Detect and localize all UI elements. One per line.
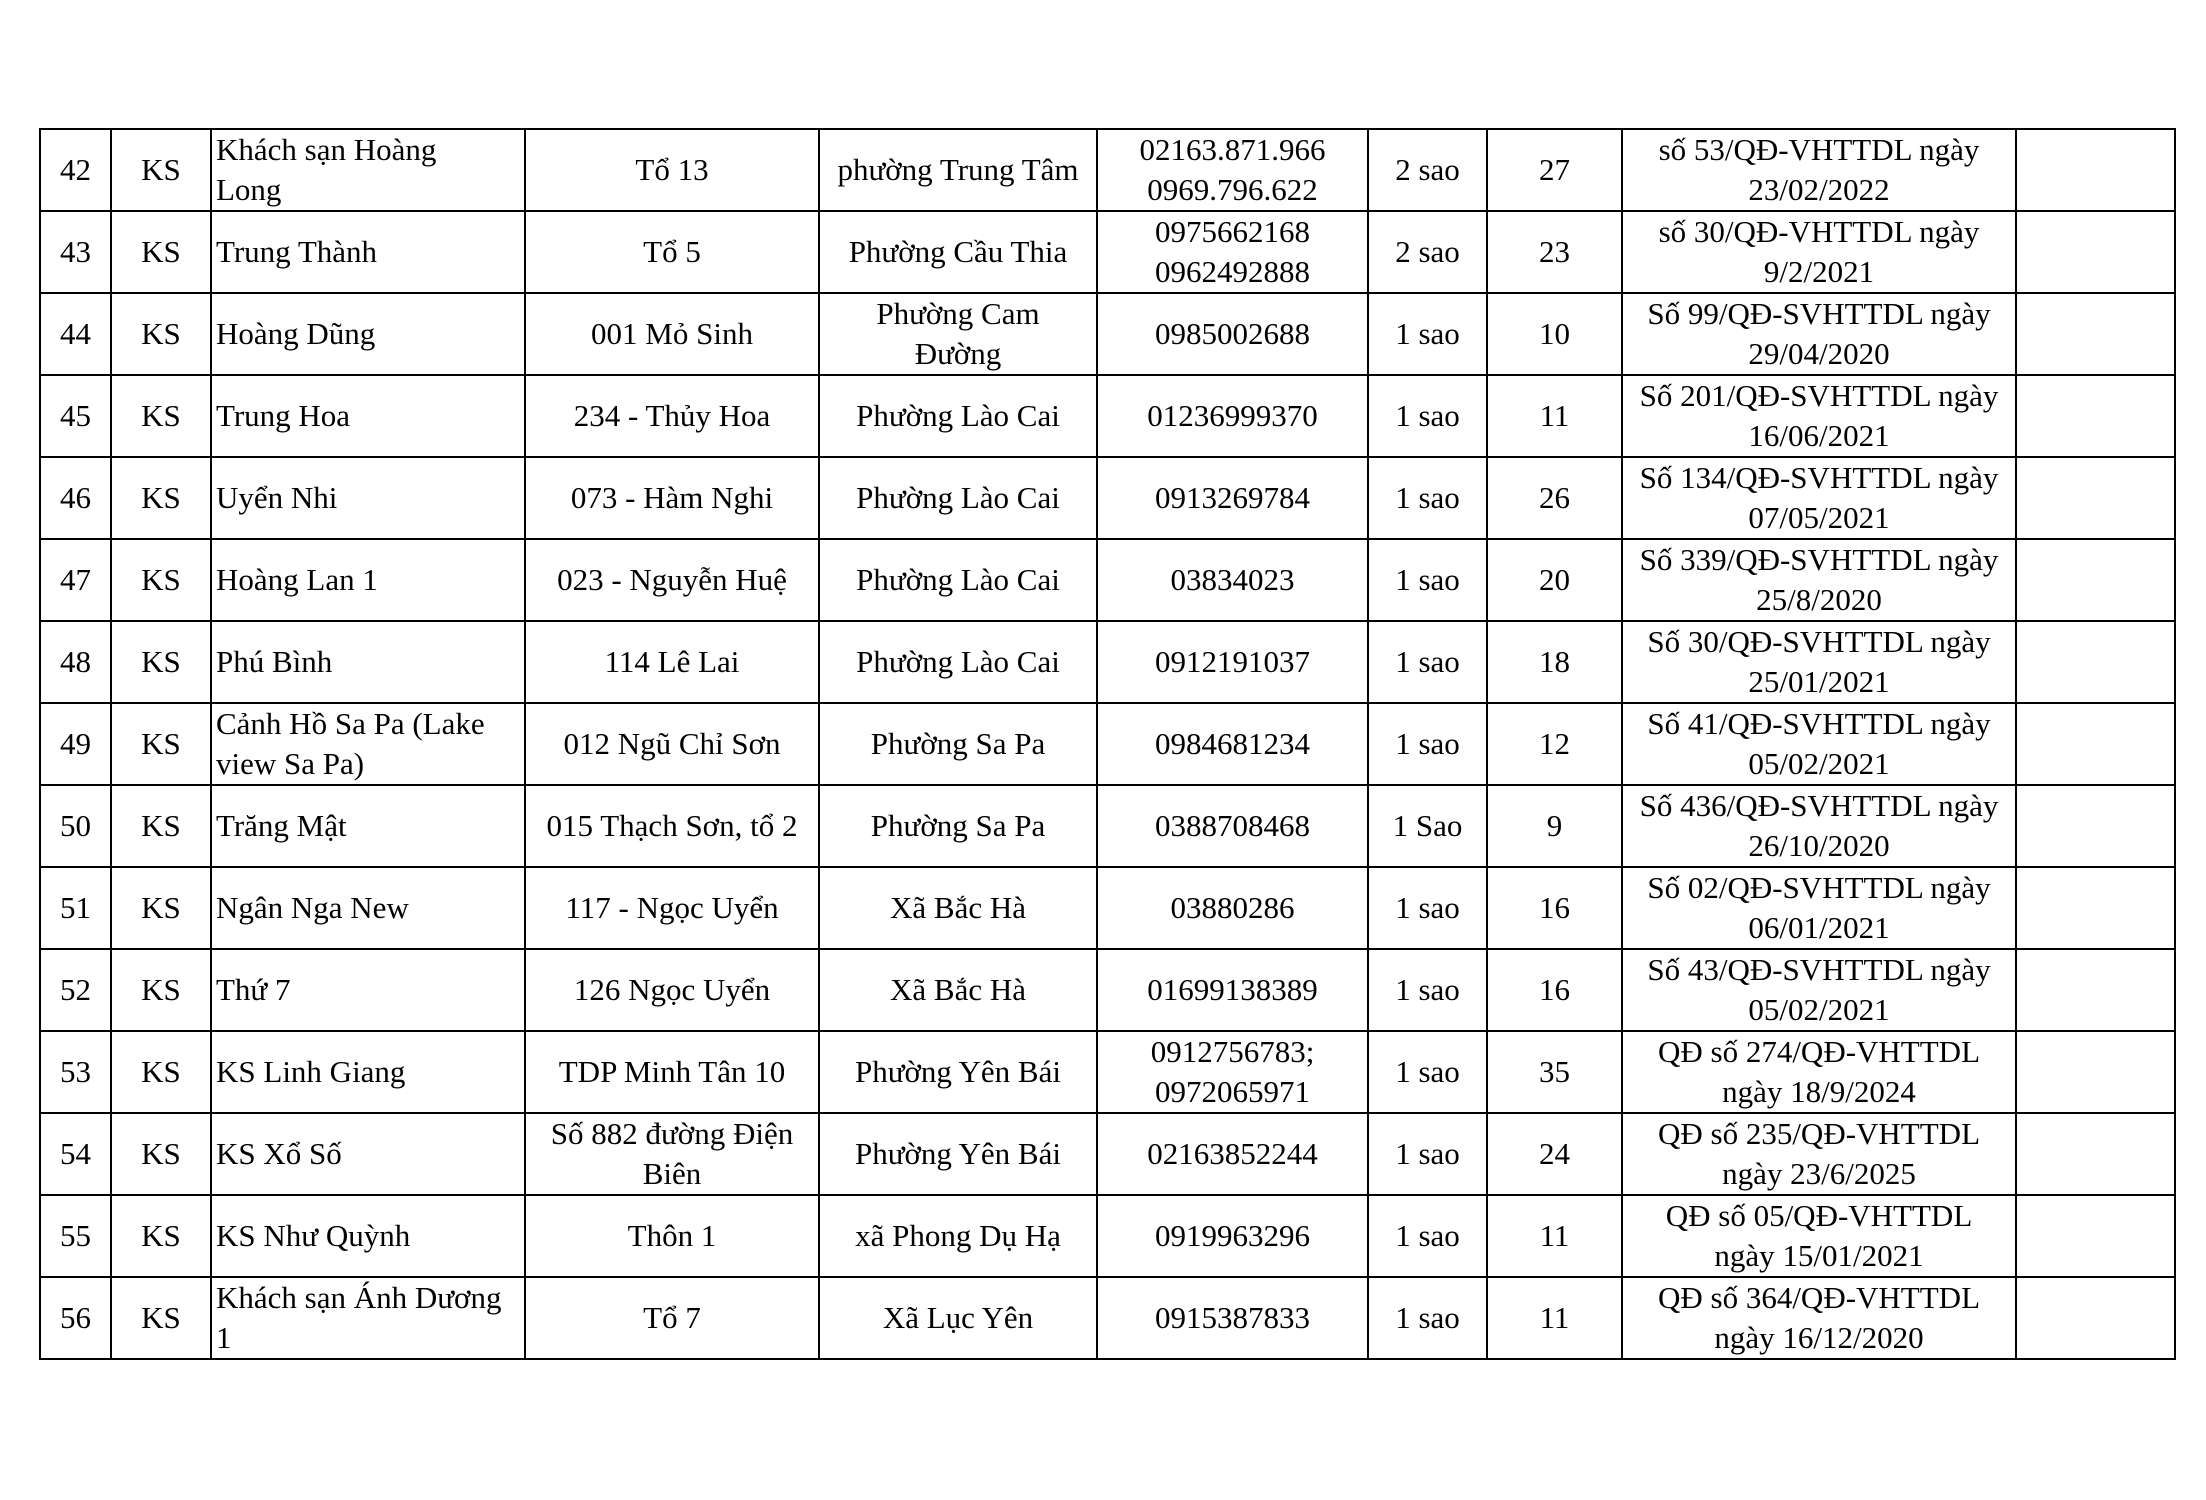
address-line: 012 Ngũ Chỉ Sơn xyxy=(563,726,781,761)
rooms-cell: 35 xyxy=(1487,1031,1622,1113)
phone-line: 0915387833 xyxy=(1155,1300,1310,1335)
decision-line: 9/2/2021 xyxy=(1763,254,1875,289)
note-cell xyxy=(2016,1195,2175,1277)
decision-line: Số 99/QĐ-SVHTTDL ngày xyxy=(1647,296,1991,331)
row-number-cell: 55 xyxy=(40,1195,111,1277)
note-cell xyxy=(2016,457,2175,539)
row-number-cell: 53 xyxy=(40,1031,111,1113)
ward-cell xyxy=(819,703,1097,785)
decision-cell xyxy=(1622,785,2016,867)
table-row xyxy=(40,621,2175,703)
phone-cell xyxy=(1097,1031,1368,1113)
rank-cell: 1 sao xyxy=(1368,949,1487,1031)
type-cell: KS xyxy=(111,293,211,375)
phone-line: 02163852244 xyxy=(1147,1136,1318,1171)
ward-line: phường Trung Tâm xyxy=(837,152,1079,187)
phone-line: 01236999370 xyxy=(1147,398,1318,433)
address-line: 117 - Ngọc Uyển xyxy=(565,890,779,925)
decision-cell xyxy=(1622,457,2016,539)
row-number-cell: 54 xyxy=(40,1113,111,1195)
decision-line: 16/06/2021 xyxy=(1748,418,1890,453)
decision-cell xyxy=(1622,867,2016,949)
decision-line: ngày 15/01/2021 xyxy=(1714,1238,1924,1273)
hotel-name-line: KS Xổ Số xyxy=(216,1136,342,1171)
rooms-cell: 26 xyxy=(1487,457,1622,539)
decision-line: Số 201/QĐ-SVHTTDL ngày xyxy=(1639,378,1999,413)
decision-line: 06/01/2021 xyxy=(1748,910,1890,945)
decision-cell xyxy=(1622,211,2016,293)
decision-cell xyxy=(1622,1031,2016,1113)
phone-cell xyxy=(1097,785,1368,867)
row-number-cell: 44 xyxy=(40,293,111,375)
ward-cell xyxy=(819,949,1097,1031)
table-row xyxy=(40,129,2175,211)
rank-cell: 1 sao xyxy=(1368,703,1487,785)
table-row xyxy=(40,867,2175,949)
row-number-cell: 42 xyxy=(40,129,111,211)
address-cell xyxy=(525,1277,819,1359)
decision-line: Số 339/QĐ-SVHTTDL ngày xyxy=(1639,542,1999,577)
rank-cell: 1 sao xyxy=(1368,457,1487,539)
decision-line: số 30/QĐ-VHTTDL ngày xyxy=(1658,214,1980,249)
ward-line: Phường Sa Pa xyxy=(870,808,1046,843)
phone-cell xyxy=(1097,539,1368,621)
table-row xyxy=(40,703,2175,785)
address-cell xyxy=(525,457,819,539)
hotel-name-cell xyxy=(211,785,525,867)
hotel-name-cell xyxy=(211,1113,525,1195)
ward-cell xyxy=(819,539,1097,621)
row-number-cell: 56 xyxy=(40,1277,111,1359)
hotel-name-cell xyxy=(211,949,525,1031)
decision-line: ngày 16/12/2020 xyxy=(1714,1320,1924,1355)
decision-line: 29/04/2020 xyxy=(1748,336,1890,371)
rank-cell: 1 sao xyxy=(1368,621,1487,703)
rooms-cell: 12 xyxy=(1487,703,1622,785)
table-body xyxy=(40,129,2175,1359)
phone-cell xyxy=(1097,375,1368,457)
ward-cell xyxy=(819,785,1097,867)
decision-line: Số 30/QĐ-SVHTTDL ngày xyxy=(1647,624,1991,659)
ward-line: Phường Lào Cai xyxy=(856,398,1060,433)
ward-cell xyxy=(819,293,1097,375)
rooms-cell: 27 xyxy=(1487,129,1622,211)
note-cell xyxy=(2016,621,2175,703)
rooms-cell: 11 xyxy=(1487,1277,1622,1359)
type-cell: KS xyxy=(111,1277,211,1359)
address-line: Tổ 5 xyxy=(643,234,701,269)
type-cell: KS xyxy=(111,621,211,703)
rooms-cell: 11 xyxy=(1487,375,1622,457)
address-line: 114 Lê Lai xyxy=(604,644,740,679)
table-row xyxy=(40,375,2175,457)
decision-cell xyxy=(1622,949,2016,1031)
address-cell xyxy=(525,703,819,785)
hotel-name-line: Cảnh Hồ Sa Pa (Lake xyxy=(216,706,485,741)
type-cell: KS xyxy=(111,1113,211,1195)
decision-line: số 53/QĐ-VHTTDL ngày xyxy=(1658,132,1980,167)
phone-cell xyxy=(1097,949,1368,1031)
address-cell xyxy=(525,621,819,703)
table-row xyxy=(40,1195,2175,1277)
hotel-name-cell xyxy=(211,211,525,293)
hotel-name-cell xyxy=(211,867,525,949)
hotel-name-line: Long xyxy=(216,172,282,207)
hotel-name-line: KS Như Quỳnh xyxy=(216,1218,411,1253)
phone-cell xyxy=(1097,211,1368,293)
ward-line: Phường Lào Cai xyxy=(856,480,1060,515)
ward-line: Xã Bắc Hà xyxy=(890,890,1026,925)
address-line: 234 - Thủy Hoa xyxy=(573,398,771,433)
decision-line: QĐ số 05/QĐ-VHTTDL xyxy=(1665,1198,1973,1233)
hotel-name-line: KS Linh Giang xyxy=(216,1054,406,1089)
note-cell xyxy=(2016,785,2175,867)
hotel-name-line: Hoàng Lan 1 xyxy=(216,562,378,597)
phone-line: 0972065971 xyxy=(1155,1074,1310,1109)
phone-cell xyxy=(1097,1113,1368,1195)
decision-cell xyxy=(1622,375,2016,457)
address-line: Tổ 13 xyxy=(635,152,709,187)
phone-cell xyxy=(1097,621,1368,703)
hotel-name-line: Trung Hoa xyxy=(216,398,351,433)
ward-cell xyxy=(819,1031,1097,1113)
address-line: Tổ 7 xyxy=(643,1300,701,1335)
address-cell xyxy=(525,211,819,293)
address-line: 015 Thạch Sơn, tổ 2 xyxy=(546,808,798,843)
row-number-cell: 46 xyxy=(40,457,111,539)
accommodation-table xyxy=(39,128,2176,1360)
rank-cell: 1 Sao xyxy=(1368,785,1487,867)
rooms-cell: 16 xyxy=(1487,867,1622,949)
table-row xyxy=(40,785,2175,867)
table-row xyxy=(40,211,2175,293)
decision-line: Số 41/QĐ-SVHTTDL ngày xyxy=(1647,706,1991,741)
decision-line: 07/05/2021 xyxy=(1748,500,1890,535)
type-cell: KS xyxy=(111,1031,211,1113)
phone-line: 0388708468 xyxy=(1155,808,1310,843)
ward-cell xyxy=(819,375,1097,457)
row-number-cell: 50 xyxy=(40,785,111,867)
ward-cell xyxy=(819,1113,1097,1195)
ward-cell xyxy=(819,457,1097,539)
note-cell xyxy=(2016,129,2175,211)
rank-cell: 2 sao xyxy=(1368,129,1487,211)
hotel-name-cell xyxy=(211,457,525,539)
decision-cell xyxy=(1622,1195,2016,1277)
ward-line: Đường xyxy=(914,336,1002,371)
type-cell: KS xyxy=(111,949,211,1031)
decision-line: Số 43/QĐ-SVHTTDL ngày xyxy=(1647,952,1991,987)
hotel-name-line: Khách sạn Hoàng xyxy=(216,132,437,167)
phone-cell xyxy=(1097,129,1368,211)
type-cell: KS xyxy=(111,1195,211,1277)
hotel-name-line: Trung Thành xyxy=(216,234,378,269)
ward-line: Xã Lục Yên xyxy=(882,1300,1034,1335)
address-cell xyxy=(525,293,819,375)
table-row xyxy=(40,293,2175,375)
phone-cell xyxy=(1097,703,1368,785)
rank-cell: 1 sao xyxy=(1368,1031,1487,1113)
ward-line: Phường Lào Cai xyxy=(856,644,1060,679)
phone-cell xyxy=(1097,1277,1368,1359)
decision-line: Số 02/QĐ-SVHTTDL ngày xyxy=(1647,870,1991,905)
rank-cell: 1 sao xyxy=(1368,375,1487,457)
hotel-name-cell xyxy=(211,539,525,621)
address-cell xyxy=(525,1031,819,1113)
decision-line: 25/8/2020 xyxy=(1756,582,1882,617)
row-number-cell: 43 xyxy=(40,211,111,293)
hotel-name-cell xyxy=(211,129,525,211)
rooms-cell: 10 xyxy=(1487,293,1622,375)
note-cell xyxy=(2016,539,2175,621)
rank-cell: 1 sao xyxy=(1368,867,1487,949)
note-cell xyxy=(2016,703,2175,785)
table-row xyxy=(40,949,2175,1031)
hotel-name-line: Phú Bình xyxy=(216,644,333,679)
type-cell: KS xyxy=(111,539,211,621)
hotel-name-line: Uyển Nhi xyxy=(216,480,338,515)
hotel-name-line: Ngân Nga New xyxy=(216,890,409,925)
hotel-name-cell xyxy=(211,1195,525,1277)
hotel-name-cell xyxy=(211,293,525,375)
ward-cell xyxy=(819,867,1097,949)
hotel-name-line: Khách sạn Ánh Dương xyxy=(216,1280,502,1315)
note-cell xyxy=(2016,375,2175,457)
address-line: 023 - Nguyễn Huệ xyxy=(557,562,787,597)
phone-line: 0912756783; xyxy=(1150,1034,1315,1069)
note-cell xyxy=(2016,293,2175,375)
type-cell: KS xyxy=(111,703,211,785)
decision-cell xyxy=(1622,129,2016,211)
hotel-name-line: Hoàng Dũng xyxy=(216,316,376,351)
rank-cell: 1 sao xyxy=(1368,293,1487,375)
decision-cell xyxy=(1622,293,2016,375)
decision-line: ngày 23/6/2025 xyxy=(1722,1156,1916,1191)
ward-line: Phường Sa Pa xyxy=(870,726,1046,761)
hotel-name-line: view Sa Pa) xyxy=(216,746,365,781)
decision-cell xyxy=(1622,621,2016,703)
rooms-cell: 9 xyxy=(1487,785,1622,867)
rank-cell: 1 sao xyxy=(1368,1113,1487,1195)
ward-cell xyxy=(819,621,1097,703)
phone-cell xyxy=(1097,293,1368,375)
row-number-cell: 45 xyxy=(40,375,111,457)
hotel-name-line: 1 xyxy=(216,1320,232,1355)
address-line: Số 882 đường Điện xyxy=(550,1116,794,1151)
phone-line: 03834023 xyxy=(1170,562,1295,597)
ward-cell xyxy=(819,1195,1097,1277)
ward-line: Phường Lào Cai xyxy=(856,562,1060,597)
note-cell xyxy=(2016,867,2175,949)
row-number-cell: 47 xyxy=(40,539,111,621)
address-cell xyxy=(525,1113,819,1195)
ward-cell xyxy=(819,211,1097,293)
ward-line: Xã Bắc Hà xyxy=(890,972,1026,1007)
address-cell xyxy=(525,785,819,867)
table-row xyxy=(40,1031,2175,1113)
phone-cell xyxy=(1097,867,1368,949)
row-number-cell: 52 xyxy=(40,949,111,1031)
phone-line: 0985002688 xyxy=(1155,316,1310,351)
row-number-cell: 51 xyxy=(40,867,111,949)
phone-cell xyxy=(1097,1195,1368,1277)
phone-line: 03880286 xyxy=(1170,890,1295,925)
decision-line: QĐ số 235/QĐ-VHTTDL xyxy=(1657,1116,1981,1151)
decision-cell xyxy=(1622,703,2016,785)
rooms-cell: 16 xyxy=(1487,949,1622,1031)
hotel-name-line: Trăng Mật xyxy=(216,808,347,843)
hotel-name-cell xyxy=(211,1277,525,1359)
decision-line: ngày 18/9/2024 xyxy=(1722,1074,1916,1109)
phone-line: 02163.871.966 xyxy=(1139,132,1326,167)
rooms-cell: 24 xyxy=(1487,1113,1622,1195)
rank-cell: 1 sao xyxy=(1368,1195,1487,1277)
phone-line: 0969.796.622 xyxy=(1147,172,1318,207)
address-line: TDP Minh Tân 10 xyxy=(558,1054,786,1089)
note-cell xyxy=(2016,1113,2175,1195)
note-cell xyxy=(2016,211,2175,293)
phone-line: 0919963296 xyxy=(1155,1218,1310,1253)
hotel-name-line: Thứ 7 xyxy=(216,972,291,1007)
address-line: 001 Mỏ Sinh xyxy=(591,316,753,351)
type-cell: KS xyxy=(111,785,211,867)
decision-line: 05/02/2021 xyxy=(1748,992,1890,1027)
address-cell xyxy=(525,539,819,621)
table-row xyxy=(40,457,2175,539)
phone-line: 0984681234 xyxy=(1155,726,1310,761)
address-line: 073 - Hàm Nghi xyxy=(570,480,774,515)
hotel-name-cell xyxy=(211,1031,525,1113)
decision-cell xyxy=(1622,1113,2016,1195)
address-cell xyxy=(525,1195,819,1277)
address-cell xyxy=(525,375,819,457)
note-cell xyxy=(2016,1031,2175,1113)
address-line: 126 Ngọc Uyển xyxy=(573,972,771,1007)
decision-line: Số 436/QĐ-SVHTTDL ngày xyxy=(1639,788,1999,823)
type-cell: KS xyxy=(111,375,211,457)
address-line: Thôn 1 xyxy=(627,1218,717,1253)
address-cell xyxy=(525,949,819,1031)
decision-cell xyxy=(1622,1277,2016,1359)
decision-line: Số 134/QĐ-SVHTTDL ngày xyxy=(1639,460,1999,495)
type-cell: KS xyxy=(111,211,211,293)
address-cell xyxy=(525,867,819,949)
decision-line: QĐ số 274/QĐ-VHTTDL xyxy=(1657,1034,1981,1069)
note-cell xyxy=(2016,1277,2175,1359)
address-line: Biên xyxy=(642,1156,702,1191)
row-number-cell: 48 xyxy=(40,621,111,703)
phone-line: 01699138389 xyxy=(1147,972,1318,1007)
decision-line: 05/02/2021 xyxy=(1748,746,1890,781)
decision-line: 23/02/2022 xyxy=(1748,172,1890,207)
phone-line: 0962492888 xyxy=(1155,254,1310,289)
rooms-cell: 20 xyxy=(1487,539,1622,621)
phone-line: 0913269784 xyxy=(1155,480,1310,515)
table-row xyxy=(40,1113,2175,1195)
type-cell: KS xyxy=(111,129,211,211)
rank-cell: 1 sao xyxy=(1368,1277,1487,1359)
rank-cell: 1 sao xyxy=(1368,539,1487,621)
note-cell xyxy=(2016,949,2175,1031)
decision-line: QĐ số 364/QĐ-VHTTDL xyxy=(1657,1280,1981,1315)
table-row xyxy=(40,1277,2175,1359)
rooms-cell: 23 xyxy=(1487,211,1622,293)
ward-line: Phường Yên Bái xyxy=(855,1054,1061,1089)
ward-line: Phường Yên Bái xyxy=(855,1136,1061,1171)
ward-cell xyxy=(819,129,1097,211)
phone-line: 0975662168 xyxy=(1155,214,1310,249)
hotel-name-cell xyxy=(211,621,525,703)
phone-cell xyxy=(1097,457,1368,539)
type-cell: KS xyxy=(111,867,211,949)
rooms-cell: 11 xyxy=(1487,1195,1622,1277)
ward-line: Phường Cam xyxy=(876,296,1040,331)
rooms-cell: 18 xyxy=(1487,621,1622,703)
decision-line: 25/01/2021 xyxy=(1748,664,1890,699)
phone-line: 0912191037 xyxy=(1155,644,1310,679)
rank-cell: 2 sao xyxy=(1368,211,1487,293)
hotel-name-cell xyxy=(211,703,525,785)
hotel-name-cell xyxy=(211,375,525,457)
decision-cell xyxy=(1622,539,2016,621)
decision-line: 26/10/2020 xyxy=(1748,828,1890,863)
row-number-cell: 49 xyxy=(40,703,111,785)
type-cell: KS xyxy=(111,457,211,539)
ward-line: Phường Cầu Thia xyxy=(848,234,1068,269)
ward-line: xã Phong Dụ Hạ xyxy=(855,1218,1061,1253)
ward-cell xyxy=(819,1277,1097,1359)
address-cell xyxy=(525,129,819,211)
table-row xyxy=(40,539,2175,621)
